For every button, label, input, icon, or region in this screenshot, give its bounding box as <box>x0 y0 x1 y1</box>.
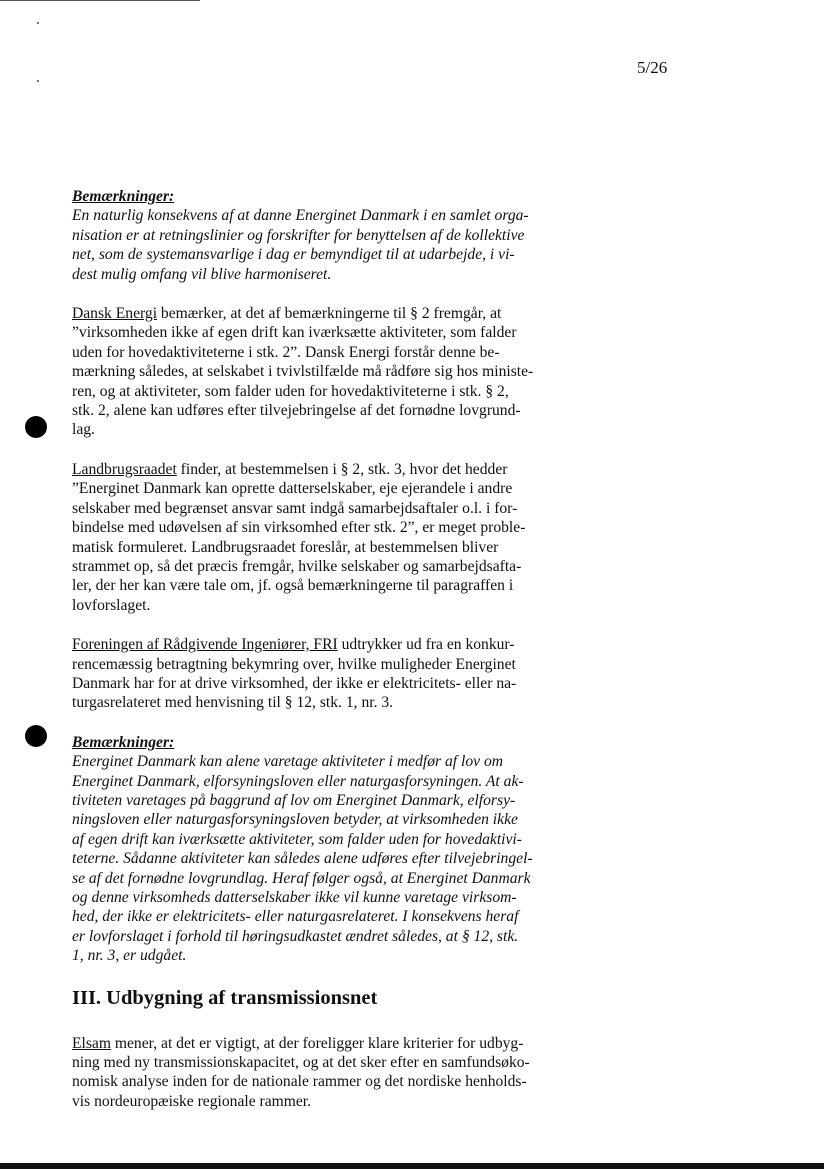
remarks-block-2 <box>72 733 564 966</box>
remarks-block-1 <box>72 187 564 284</box>
paragraph-dansk-energi <box>72 304 564 440</box>
text-line <box>72 304 564 323</box>
text-line: mærkning således, at selskabet i tvivlstilfælde må rådføre sig hos ministe- <box>72 363 534 381</box>
text-line: tiviteten varetages på baggrund af lov om Energinet Danmark, elforsy- <box>72 791 516 809</box>
text-line: uden for hovedaktiviteterne i stk. 2”. Dansk Energi forstår denne be- <box>72 343 500 361</box>
remarks-heading: Bemærkninger: <box>72 733 175 751</box>
text-line: lag. <box>72 421 95 439</box>
text-line <box>72 1034 564 1053</box>
page-number: 5/26 <box>637 58 668 77</box>
text-line: rencemæssig betragtning bekymring over, hvilke muligheder Energinet <box>72 655 516 673</box>
text-fragment: finder, at bestemmelsen i § 2, stk. 3, hvor det hedder <box>176 460 508 478</box>
text-line: ”Energinet Danmark kan oprette datterselskaber, eje ejerandele i andre <box>72 480 513 498</box>
remarks-text <box>72 206 564 284</box>
organization-name: Landbrugsraadet <box>72 460 177 478</box>
text-line: Danmark har for at drive virksomhed, der ikke er elektricitets- eller na- <box>72 674 517 692</box>
text-line: se af det fornødne lovgrundlag. Heraf følger også, at Energinet Danmark <box>72 869 531 887</box>
text-line: ler, der her kan være tale om, jf. også bemærkningerne til paragraffen i <box>72 577 514 595</box>
text-line: hed, der ikke er elektricitets- eller naturgasrelateret. I konsekvens heraf <box>72 908 519 926</box>
text-line: er lovforslaget i forhold til høringsudkastet ændret således, at § 12, stk. <box>72 927 519 945</box>
text-line <box>72 635 564 654</box>
text-line: En naturlig konsekvens af at danne Energinet Danmark i en samlet orga- <box>72 207 529 225</box>
bottom-scan-edge <box>0 1163 824 1169</box>
text-line: stk. 2, alene kan udføres efter tilvejebringelse af det fornødne lovgrund- <box>72 402 521 420</box>
text-line: dest mulig omfang vil blive harmoniseret. <box>72 265 332 283</box>
paragraph-elsam <box>72 1034 564 1112</box>
text-line: bindelse med udøvelsen af sin virksomhed efter stk. 2”, er meget proble- <box>72 519 526 537</box>
paragraph-landbrugsraadet <box>72 460 564 615</box>
text-line: Energinet Danmark kan alene varetage aktiviteter i medfør af lov om <box>72 753 504 771</box>
text-line: matisk formuleret. Landbrugsraadet foreslår, at bestemmelsen bliver <box>72 538 499 556</box>
text-line: vis nordeuropæiske regionale rammer. <box>72 1092 312 1110</box>
text-fragment: bemærker, at det af bemærkningerne til § 2 fremgår, at <box>157 305 502 323</box>
top-rule <box>0 0 200 1</box>
text-line: turgasrelateret med henvisning til § 12, stk. 1, nr. 3. <box>72 694 394 712</box>
remarks-heading: Bemærkninger: <box>72 188 175 205</box>
margin-punch-hole <box>25 416 47 438</box>
document-body <box>72 187 564 1131</box>
margin-punch-hole <box>25 725 47 747</box>
organization-name: Elsam <box>72 1034 111 1052</box>
text-line: selskaber med begrænset ansvar samt indgå samarbejdsaftaler o.l. i for- <box>72 499 518 517</box>
text-line: nomisk analyse inden for de nationale rammer og det nordiske henholds- <box>72 1073 527 1091</box>
text-line: strammet op, så det præcis fremgår, hvilke selskaber og samarbejdsafta- <box>72 557 522 575</box>
text-line: Energinet Danmark, elforsyningsloven eller naturgasforsyningen. At ak- <box>72 772 524 790</box>
text-line: nisation er at retningslinier og forskrifter for benyttelsen af de kollektive <box>72 226 525 244</box>
text-line: ningsloven eller naturgasforsyningsloven betyder, at virksomheden ikke <box>72 811 518 829</box>
section-heading: III. Udbygning af transmissionsnet <box>72 986 378 1009</box>
text-line: ”virksomheden ikke af egen drift kan iværksætte aktiviteter, som falder <box>72 324 517 342</box>
text-fragment: mener, at det er vigtigt, at der foreligger klare kriterier for udbyg- <box>110 1034 524 1052</box>
text-line: lovforslaget. <box>72 596 151 614</box>
organization-name: Dansk Energi <box>72 305 158 323</box>
remarks-text <box>72 752 564 965</box>
text-line: 1, nr. 3, er udgået. <box>72 947 187 965</box>
text-line: ning med ny transmissionskapacitet, og at det sker efter en samfundsøko- <box>72 1054 530 1072</box>
text-line: og denne virksomheds datterselskaber ikke vil kunne varetage virksom- <box>72 889 517 906</box>
organization-name: Foreningen af Rådgivende Ingeniører, FRI <box>72 636 338 654</box>
text-fragment: udtrykker ud fra en konkur- <box>337 636 515 654</box>
text-line: net, som de systemansvarlige i dag er bemyndiget til at udarbejde, i vi- <box>72 246 515 264</box>
scan-speck <box>37 80 39 82</box>
scan-speck <box>37 22 39 24</box>
text-line: ren, og at aktiviteter, som falder uden for hovedaktiviteterne i stk. § 2, <box>72 382 509 400</box>
text-line: af egen drift kan iværksætte aktiviteter, som falder uden for hovedaktivi- <box>72 830 522 848</box>
text-line: teterne. Sådanne aktiviteter kan således alene udføres efter tilvejebringel- <box>72 850 533 868</box>
text-line <box>72 460 564 479</box>
paragraph-fri <box>72 635 564 713</box>
